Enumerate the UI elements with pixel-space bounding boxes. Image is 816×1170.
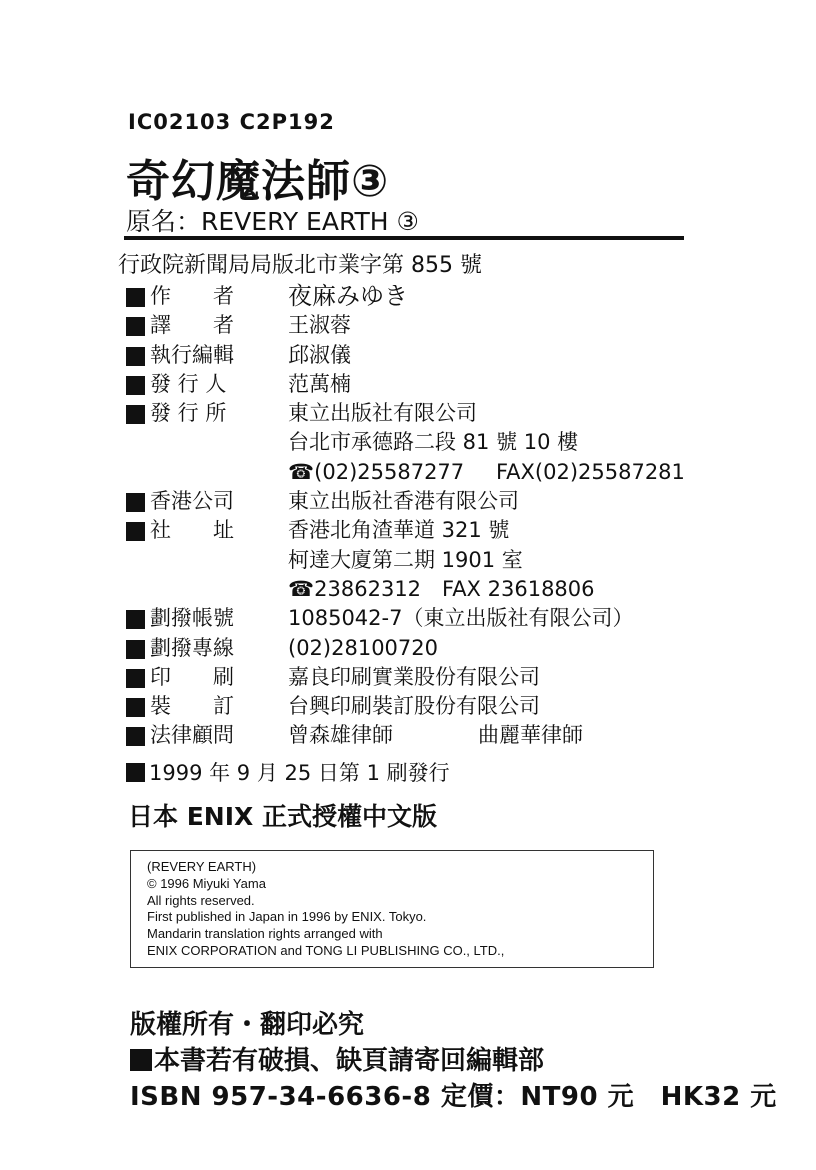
rights-reserved: 版權所有・翻印必究 <box>130 1010 365 1040</box>
credit-row-publishing-house <box>126 399 726 428</box>
credit-value: 柯達大廈第二期 1901 室 <box>288 547 523 572</box>
credit-row-address <box>126 428 726 457</box>
credit-label: 執行編輯 <box>150 342 234 367</box>
credit-row-hk-phone <box>126 575 726 604</box>
copyright-line: Mandarin translation rights arranged with <box>147 926 383 942</box>
credit-row-transfer-account <box>126 604 726 633</box>
copyright-box <box>130 850 654 968</box>
credit-row-transfer-line <box>126 634 726 663</box>
fax-number: FAX(02)25587281 <box>496 459 685 484</box>
credit-value: 曾森雄律師 <box>288 723 393 748</box>
credit-value: 台北市承德路二段 81 號 10 樓 <box>288 430 579 455</box>
credit-value: 夜麻みゆき <box>288 282 408 310</box>
credit-row-hk-building <box>126 546 726 575</box>
bullet-square-icon <box>126 317 145 336</box>
bullet-square-icon <box>126 522 145 541</box>
credit-label: 作 者 <box>150 284 234 308</box>
credit-value: 邱淑儀 <box>288 342 351 367</box>
credit-value: 台興印刷裝訂股份有限公司 <box>288 694 540 719</box>
original-title: 原名：REVERY EARTH ③ <box>126 207 419 236</box>
credit-value-second: 曲麗華律師 <box>478 723 583 748</box>
product-code: IC02103 C2P192 <box>128 110 335 134</box>
authorization-statement: 日本 ENIX 正式授權中文版 <box>128 802 437 831</box>
bullet-square-icon <box>126 727 145 746</box>
copyright-line: First published in Japan in 1996 by ENIX. Tokyo. <box>147 909 427 925</box>
credit-label: 發 行 所 <box>150 401 227 426</box>
license-number: 行政院新聞局局版北市業字第 855 號 <box>118 253 482 278</box>
bullet-square-icon <box>126 493 145 512</box>
credit-label: 譯 者 <box>150 313 234 338</box>
credit-label: 劃撥專線 <box>150 635 234 660</box>
credit-label: 法律顧問 <box>150 723 234 748</box>
credit-row-editor <box>126 341 726 370</box>
credit-row-phone <box>126 458 726 487</box>
isbn-price: ISBN 957-34-6636-8 定價：NT90 元 HK32 元 <box>130 1082 777 1112</box>
copyright-line: All rights reserved. <box>147 892 255 908</box>
credit-value: 范萬楠 <box>288 371 351 396</box>
first-print-date: 1999 年 9 月 25 日第 1 刷發行 <box>149 761 450 785</box>
credit-row-publisher <box>126 370 726 399</box>
credit-value: 王淑蓉 <box>288 313 351 338</box>
credit-row-legal <box>126 721 726 750</box>
credit-value: 1085042-7（東立出版社有限公司） <box>288 606 634 631</box>
credit-row-binding <box>126 692 726 721</box>
credit-row-hk-address <box>126 516 726 545</box>
credit-value: 東立出版社香港有限公司 <box>288 489 519 514</box>
copyright-line: © 1996 Miyuki Yama <box>147 875 266 891</box>
credit-value: 東立出版社有限公司 <box>288 401 477 426</box>
bullet-square-icon <box>126 288 145 307</box>
credit-label: 香港公司 <box>150 489 234 514</box>
divider-rule <box>124 236 684 240</box>
credit-row-author <box>126 282 726 311</box>
credit-label: 社 址 <box>150 518 234 543</box>
copyright-line: ENIX CORPORATION and TONG LI PUBLISHING CO., LTD., <box>147 942 505 958</box>
credit-label: 印 刷 <box>150 664 234 689</box>
credit-row-hk-company <box>126 487 726 516</box>
bullet-square-icon <box>126 698 145 717</box>
bullet-square-icon <box>126 640 145 659</box>
bullet-square-icon <box>130 1049 152 1071</box>
credit-value: 香港北角渣華道 321 號 <box>288 518 510 543</box>
phone-number: ☎(02)25587277 <box>288 459 465 484</box>
credit-label: 發 行 人 <box>150 371 227 396</box>
credit-value: 嘉良印刷實業股份有限公司 <box>288 664 540 689</box>
damage-notice <box>130 1040 544 1077</box>
first-print-line <box>126 757 450 787</box>
damage-notice-text: 本書若有破損、缺頁請寄回編輯部 <box>154 1046 545 1076</box>
credits-list <box>126 282 726 751</box>
bullet-square-icon <box>126 405 145 424</box>
credit-row-translator <box>126 311 726 340</box>
credit-row-printing <box>126 663 726 692</box>
bullet-square-icon <box>126 669 145 688</box>
bullet-square-icon <box>126 763 145 782</box>
credit-label: 裝 訂 <box>150 694 234 719</box>
credit-label: 劃撥帳號 <box>150 606 234 631</box>
bullet-square-icon <box>126 376 145 395</box>
book-title: 奇幻魔法師③ <box>126 156 390 207</box>
bullet-square-icon <box>126 347 145 366</box>
copyright-line: (REVERY EARTH) <box>147 859 257 874</box>
bullet-square-icon <box>126 610 145 629</box>
phone-number: ☎23862312 FAX 23618806 <box>288 576 595 601</box>
credit-value: (02)28100720 <box>288 635 438 660</box>
